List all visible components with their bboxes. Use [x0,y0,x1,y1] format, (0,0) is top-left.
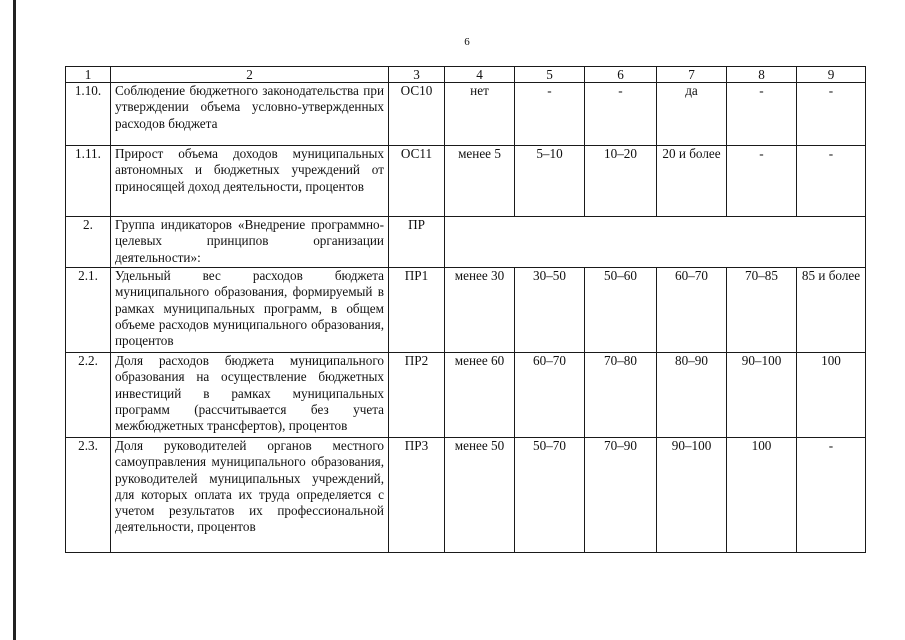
row-number: 2.1. [66,268,111,353]
column-header: 8 [727,67,797,83]
value-cell: 60–70 [657,268,727,353]
page-number: 6 [464,36,470,48]
indicator-group-title: Группа индикаторов «Внедрение программно-целевых принципов организации деятельности»: [111,217,389,268]
value-cell: 20 и более [657,146,727,217]
indicator-code: ПР3 [389,438,445,553]
indicator-description: Соблюдение бюджетного законодательства при утверждении объема условно-утвержденных расходов бюджета [111,83,389,146]
value-cell: 50–70 [515,438,585,553]
value-cell: нет [445,83,515,146]
column-header: 4 [445,67,515,83]
row-number: 2.2. [66,353,111,438]
value-cell: - [515,83,585,146]
value-cell: 10–20 [585,146,657,217]
row-number: 2.3. [66,438,111,553]
column-header: 9 [797,67,866,83]
value-cell: 30–50 [515,268,585,353]
value-cell: - [727,146,797,217]
value-cell: 50–60 [585,268,657,353]
table-row [66,438,866,553]
value-cell: - [727,83,797,146]
row-number: 1.10. [66,83,111,146]
value-cell: 85 и более [797,268,866,353]
indicator-description: Прирост объема доходов муниципальных автономных и бюджетных учреждений от приносящей доход деятельности, процентов [111,146,389,217]
column-header: 2 [111,67,389,83]
indicators-table [65,66,866,553]
column-header: 3 [389,67,445,83]
column-header: 6 [585,67,657,83]
value-cell: - [797,83,866,146]
value-cell: 60–70 [515,353,585,438]
value-cell: 70–90 [585,438,657,553]
value-cell: 5–10 [515,146,585,217]
table-row [66,83,866,146]
scan-edge-line [13,0,16,640]
column-header: 5 [515,67,585,83]
value-cell: 90–100 [727,353,797,438]
indicator-code: ПР [389,217,445,268]
row-number: 2. [66,217,111,268]
value-cell: - [585,83,657,146]
column-header: 7 [657,67,727,83]
column-header: 1 [66,67,111,83]
indicator-code: ПР2 [389,353,445,438]
indicator-code: ОС10 [389,83,445,146]
value-cell: менее 50 [445,438,515,553]
indicator-description: Удельный вес расходов бюджета муниципального образования, формируемый в рамках муниципальных программ, в общем объеме расходов муниципального образования, процентов [111,268,389,353]
indicator-description: Доля расходов бюджета муниципального образования на осуществление бюджетных инвестиций в рамках муниципальных программ (рассчитывается без учета межбюджетных трансфертов), процентов [111,353,389,438]
value-cell: 70–85 [727,268,797,353]
table-row [66,353,866,438]
value-cell: 70–80 [585,353,657,438]
value-cell: менее 30 [445,268,515,353]
table-row [66,146,866,217]
value-cell: менее 5 [445,146,515,217]
value-cell: 90–100 [657,438,727,553]
table-row [66,268,866,353]
value-cell: - [797,146,866,217]
indicator-code: ПР1 [389,268,445,353]
value-cell: - [797,438,866,553]
table-row-group [66,217,866,268]
table-header-row [66,67,866,83]
value-cell: 100 [727,438,797,553]
indicator-code: ОС11 [389,146,445,217]
indicator-description: Доля руководителей органов местного самоуправления муниципального образования, руководителей муниципальных учреждений, для которых оплата их труда определяется с учетом результатов их профессиональной деятельности, процентов [111,438,389,553]
value-cell: 100 [797,353,866,438]
value-cell: да [657,83,727,146]
value-cell: менее 60 [445,353,515,438]
row-number: 1.11. [66,146,111,217]
value-cell: 80–90 [657,353,727,438]
merged-empty-cell [445,217,866,268]
